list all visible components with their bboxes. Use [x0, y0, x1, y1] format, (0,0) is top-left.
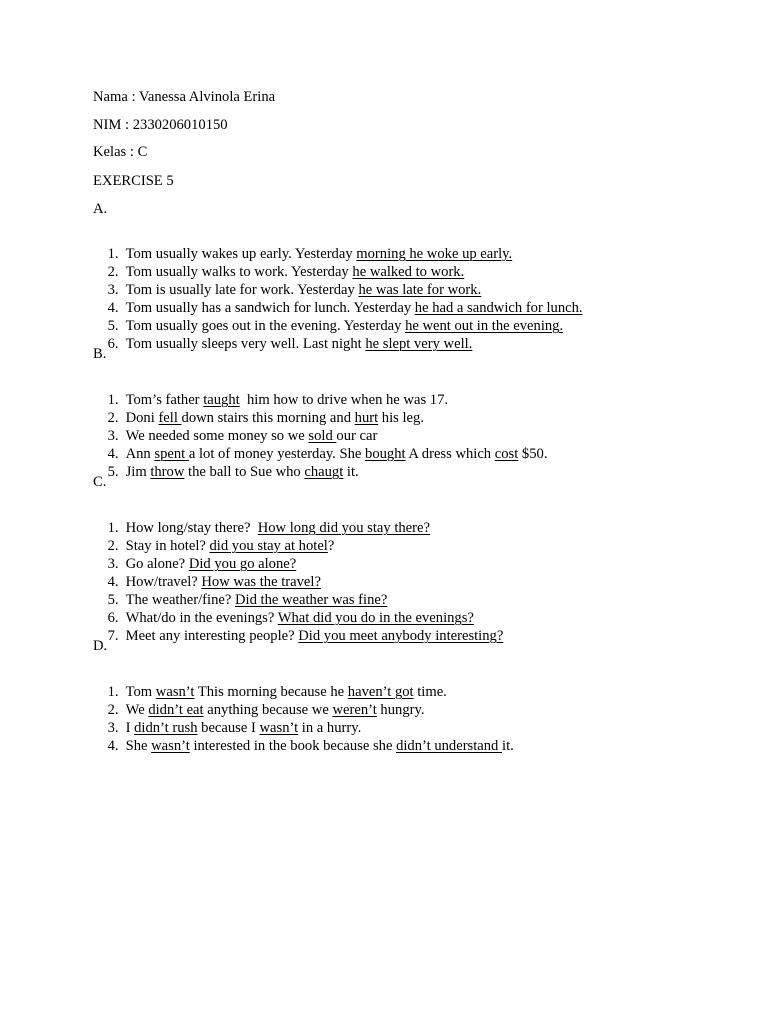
student-nim: NIM : 2330206010150	[93, 117, 228, 133]
answer-text: didn’t understand	[396, 738, 503, 754]
section-c-label: C.	[93, 474, 107, 490]
answer-text: morning he woke up early.	[356, 246, 513, 262]
answer-text: hurt	[354, 410, 379, 426]
item-text: Tom usually sleeps very well. Last night	[125, 336, 366, 352]
answer-text: didn’t rush	[134, 720, 198, 736]
item-number: 1.	[107, 392, 119, 408]
answer-text: How was the travel?	[201, 574, 321, 590]
answer-text: Did you meet anybody interesting?	[298, 628, 504, 644]
item-text: ?	[327, 538, 335, 554]
answer-text: didn’t eat	[148, 702, 204, 718]
list-item	[93, 445, 359, 499]
item-text: Meet any interesting people?	[125, 628, 299, 644]
item-number: 6.	[107, 336, 119, 352]
item-number: 3.	[107, 556, 119, 572]
answer-text: he went out in the evening.	[405, 318, 564, 334]
item-text: Tom usually wakes up early. Yesterday	[125, 246, 357, 262]
list-item	[93, 317, 472, 371]
item-text: $50.	[518, 446, 548, 462]
item-text: Doni	[125, 410, 159, 426]
item-text: hungry.	[376, 702, 425, 718]
answer-text: What did you do in the evenings?	[277, 610, 474, 626]
answer-text: wasn’t	[259, 720, 299, 736]
answer-text: wasn’t	[155, 684, 195, 700]
item-text: it.	[502, 738, 514, 754]
item-number: 4.	[107, 738, 119, 754]
item-text: down stairs this morning and	[181, 410, 355, 426]
answer-text: haven’t got	[347, 684, 414, 700]
answer-text: fell	[158, 410, 182, 426]
item-number: 1.	[107, 520, 119, 536]
item-text: in a hurry.	[298, 720, 362, 736]
item-number: 7.	[107, 628, 119, 644]
item-text: Ann	[125, 446, 155, 462]
item-text: him how to drive when he was 17.	[239, 392, 449, 408]
item-number: 3.	[107, 282, 119, 298]
student-class: Kelas : C	[93, 144, 148, 160]
item-number: 4.	[107, 446, 119, 462]
answer-text: Did the weather was fine?	[234, 592, 388, 608]
answer-text: Did you go alone?	[188, 556, 297, 572]
item-text: Jim	[125, 464, 151, 480]
item-text: How long/stay there?	[125, 520, 258, 536]
item-text: Tom’s father	[125, 392, 204, 408]
item-text: because I	[197, 720, 260, 736]
answer-text: spent	[154, 446, 189, 462]
item-text: The weather/fine?	[125, 592, 235, 608]
item-text: We needed some money so we	[125, 428, 309, 444]
item-text: our car	[336, 428, 378, 444]
exercise-title: EXERCISE 5	[93, 173, 174, 189]
answer-text: he was late for work.	[358, 282, 482, 298]
item-text: time.	[413, 684, 447, 700]
item-number: 3.	[107, 720, 119, 736]
item-text: I	[125, 720, 135, 736]
answer-text: sold	[308, 428, 337, 444]
item-text: his leg.	[378, 410, 424, 426]
item-number: 1.	[107, 246, 119, 262]
section-b-label: B.	[93, 346, 107, 362]
item-number: 5.	[107, 464, 119, 480]
item-text: the ball to Sue who	[184, 464, 305, 480]
answer-text: throw	[150, 464, 185, 480]
item-number: 2.	[107, 702, 119, 718]
item-text: A dress which	[405, 446, 495, 462]
answer-text: he had a sandwich for lunch.	[414, 300, 583, 316]
item-text: Tom	[125, 684, 156, 700]
answer-text: How long did you stay there?	[257, 520, 430, 536]
item-number: 3.	[107, 428, 119, 444]
list-item	[93, 609, 503, 663]
item-number: 4.	[107, 300, 119, 316]
item-number: 5.	[107, 592, 119, 608]
answer-text: weren’t	[332, 702, 377, 718]
answer-text: wasn’t	[151, 738, 190, 754]
item-text: Tom usually goes out in the evening. Yesterday	[125, 318, 406, 334]
item-number: 6.	[107, 610, 119, 626]
item-text: What/do in the evenings?	[125, 610, 278, 626]
item-number: 1.	[107, 684, 119, 700]
item-text: She	[125, 738, 152, 754]
answer-text: he slept very well.	[365, 336, 473, 352]
answer-text: he walked to work.	[352, 264, 465, 280]
item-text: Go alone?	[125, 556, 189, 572]
item-text: anything because we	[203, 702, 333, 718]
item-text: interested in the book because she	[189, 738, 397, 754]
item-text: How/travel?	[125, 574, 202, 590]
answer-text: did you stay at hotel	[209, 538, 328, 554]
item-text: We	[125, 702, 149, 718]
answer-text: chaugt	[304, 464, 344, 480]
item-number: 2.	[107, 538, 119, 554]
item-number: 2.	[107, 410, 119, 426]
section-a-label: A.	[93, 201, 108, 217]
section-d-label: D.	[93, 638, 108, 654]
answer-text: taught	[203, 392, 240, 408]
item-text: Tom usually walks to work. Yesterday	[125, 264, 353, 280]
list-item	[93, 719, 514, 773]
answer-text: bought	[365, 446, 406, 462]
item-text: This morning because he	[194, 684, 348, 700]
answer-text: cost	[494, 446, 519, 462]
item-text: it.	[343, 464, 359, 480]
student-name: Nama : Vanessa Alvinola Erina	[93, 89, 276, 105]
item-text: Stay in hotel?	[125, 538, 210, 554]
item-text: Tom is usually late for work. Yesterday	[125, 282, 359, 298]
item-number: 4.	[107, 574, 119, 590]
item-number: 5.	[107, 318, 119, 334]
item-number: 2.	[107, 264, 119, 280]
item-text: Tom usually has a sandwich for lunch. Yesterday	[125, 300, 415, 316]
item-text: a lot of money yesterday. She	[188, 446, 366, 462]
